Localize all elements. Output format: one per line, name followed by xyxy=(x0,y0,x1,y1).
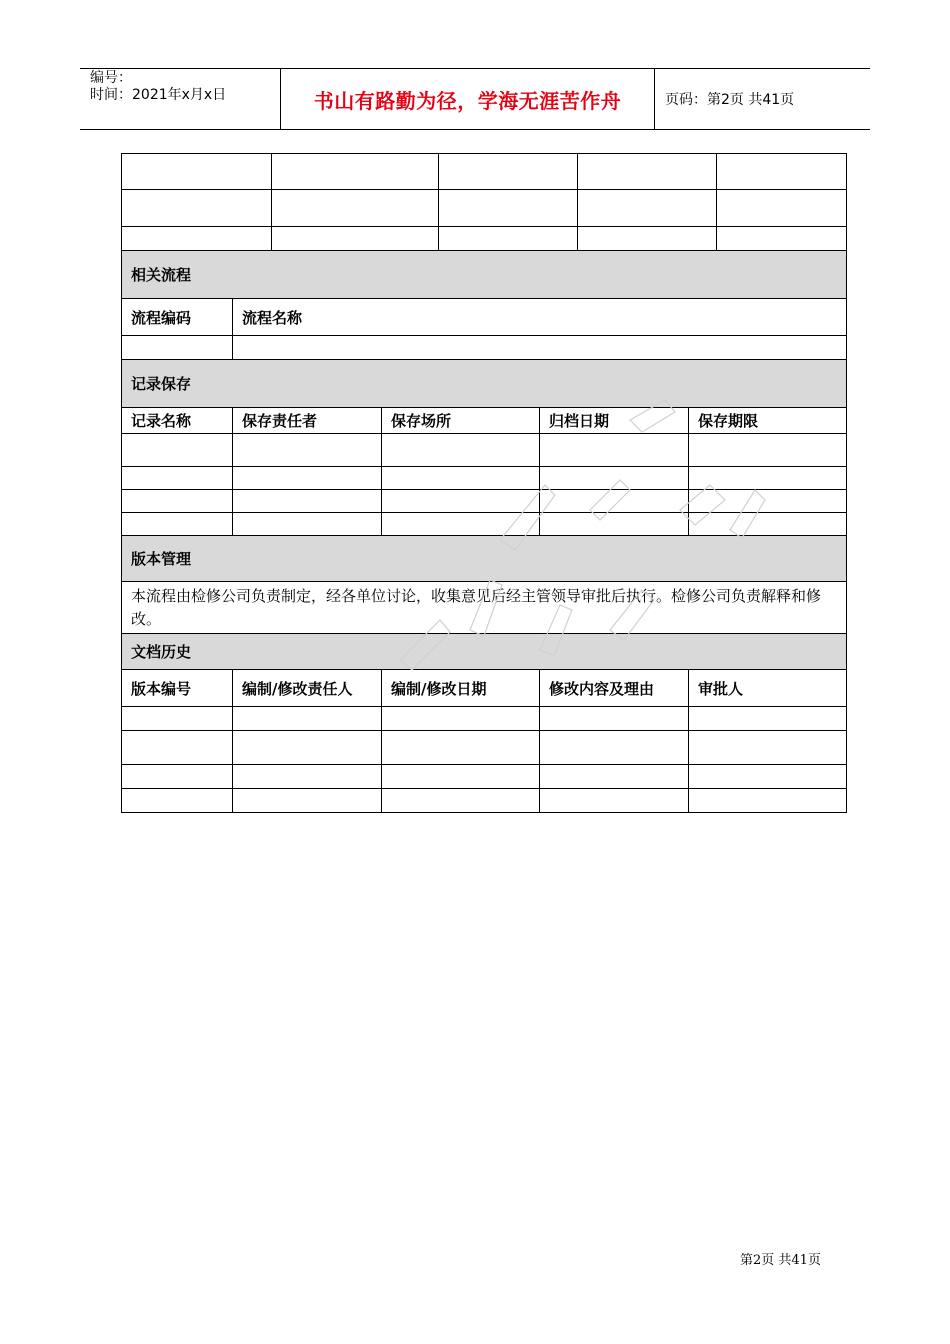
column-header: 编制/修改日期 xyxy=(382,670,540,707)
column-header: 审批人 xyxy=(689,670,847,707)
table-cell xyxy=(540,513,689,536)
version-description: 本流程由检修公司负责制定，经各单位讨论，收集意见后经主管领导审批后执行。检修公司负责解释和修改。 xyxy=(122,582,847,634)
section-history xyxy=(122,634,847,670)
section-title: 文档历史 xyxy=(122,634,847,670)
table-cell xyxy=(122,789,233,813)
table-cell xyxy=(540,434,689,467)
table-cell xyxy=(122,490,233,513)
table-cell xyxy=(540,789,689,813)
table-cell xyxy=(540,707,689,731)
table-cell xyxy=(382,467,540,490)
table-cell xyxy=(689,731,847,765)
column-header: 修改内容及理由 xyxy=(540,670,689,707)
table-cell xyxy=(439,190,578,227)
table-cell xyxy=(439,154,578,190)
top-empty-table xyxy=(121,153,847,251)
table-row xyxy=(122,513,847,536)
table-cell xyxy=(233,513,382,536)
header-meta xyxy=(80,69,281,129)
table-cell xyxy=(272,190,439,227)
document-number-label: 编号： xyxy=(90,70,132,86)
table-row xyxy=(122,707,847,731)
column-header: 流程编码 xyxy=(122,299,233,336)
table-cell xyxy=(233,731,382,765)
records-header-row xyxy=(122,408,847,434)
table-cell xyxy=(689,789,847,813)
table-cell xyxy=(122,434,233,467)
table-cell xyxy=(382,434,540,467)
table-row xyxy=(122,336,847,360)
section-title: 版本管理 xyxy=(122,536,847,582)
table-cell xyxy=(689,434,847,467)
section-records xyxy=(122,360,847,408)
table-cell xyxy=(122,190,272,227)
column-header: 保存期限 xyxy=(689,408,847,434)
history-header-row xyxy=(122,670,847,707)
table-cell xyxy=(122,467,233,490)
column-header: 版本编号 xyxy=(122,670,233,707)
table-cell xyxy=(439,227,578,251)
table-row xyxy=(122,190,847,227)
table-cell xyxy=(233,490,382,513)
table-cell xyxy=(122,154,272,190)
table-cell xyxy=(717,190,847,227)
table-cell xyxy=(382,707,540,731)
table-cell xyxy=(233,336,847,360)
page-header xyxy=(80,68,870,130)
table-row xyxy=(122,789,847,813)
section-title: 相关流程 xyxy=(122,251,847,299)
column-header: 记录名称 xyxy=(122,408,233,434)
table-cell xyxy=(122,765,233,789)
table-cell xyxy=(578,190,717,227)
header-page-info: 页码：第2页 共41页 xyxy=(665,92,795,108)
table-cell xyxy=(689,707,847,731)
related-process-header-row xyxy=(122,299,847,336)
table-cell xyxy=(540,765,689,789)
section-version xyxy=(122,536,847,582)
table-cell xyxy=(382,765,540,789)
table-row xyxy=(122,434,847,467)
column-header: 编制/修改责任人 xyxy=(233,670,382,707)
table-cell xyxy=(717,154,847,190)
table-cell xyxy=(122,227,272,251)
column-header: 保存责任者 xyxy=(233,408,382,434)
table-cell xyxy=(382,789,540,813)
table-cell xyxy=(122,513,233,536)
section-related-process xyxy=(122,251,847,299)
header-motto: 书山有路勤为径，学海无涯苦作舟 xyxy=(313,88,622,113)
table-row xyxy=(122,227,847,251)
table-cell xyxy=(233,467,382,490)
document-time-label: 时间：2021年x月x日 xyxy=(90,87,227,103)
table-cell xyxy=(233,707,382,731)
column-header: 流程名称 xyxy=(233,299,847,336)
table-cell xyxy=(540,490,689,513)
table-cell xyxy=(689,765,847,789)
table-row xyxy=(122,154,847,190)
table-cell xyxy=(122,707,233,731)
table-cell xyxy=(382,490,540,513)
table-cell xyxy=(689,490,847,513)
table-row xyxy=(122,765,847,789)
table-cell xyxy=(540,467,689,490)
version-text-row xyxy=(122,582,847,634)
process-form-table xyxy=(121,250,847,813)
table-cell xyxy=(272,154,439,190)
table-cell xyxy=(578,154,717,190)
table-cell xyxy=(689,467,847,490)
table-row xyxy=(122,467,847,490)
table-cell xyxy=(122,336,233,360)
table-cell xyxy=(717,227,847,251)
table-cell xyxy=(382,513,540,536)
table-cell xyxy=(233,434,382,467)
header-motto-cell xyxy=(281,69,655,129)
table-row xyxy=(122,731,847,765)
table-cell xyxy=(233,789,382,813)
table-row xyxy=(122,490,847,513)
column-header: 保存场所 xyxy=(382,408,540,434)
table-cell xyxy=(272,227,439,251)
table-cell xyxy=(122,731,233,765)
table-cell xyxy=(578,227,717,251)
table-cell xyxy=(382,731,540,765)
table-cell xyxy=(233,765,382,789)
section-title: 记录保存 xyxy=(122,360,847,408)
table-cell xyxy=(689,513,847,536)
table-cell xyxy=(540,731,689,765)
page-footer: 第2页 共41页 xyxy=(740,1253,821,1268)
column-header: 归档日期 xyxy=(540,408,689,434)
